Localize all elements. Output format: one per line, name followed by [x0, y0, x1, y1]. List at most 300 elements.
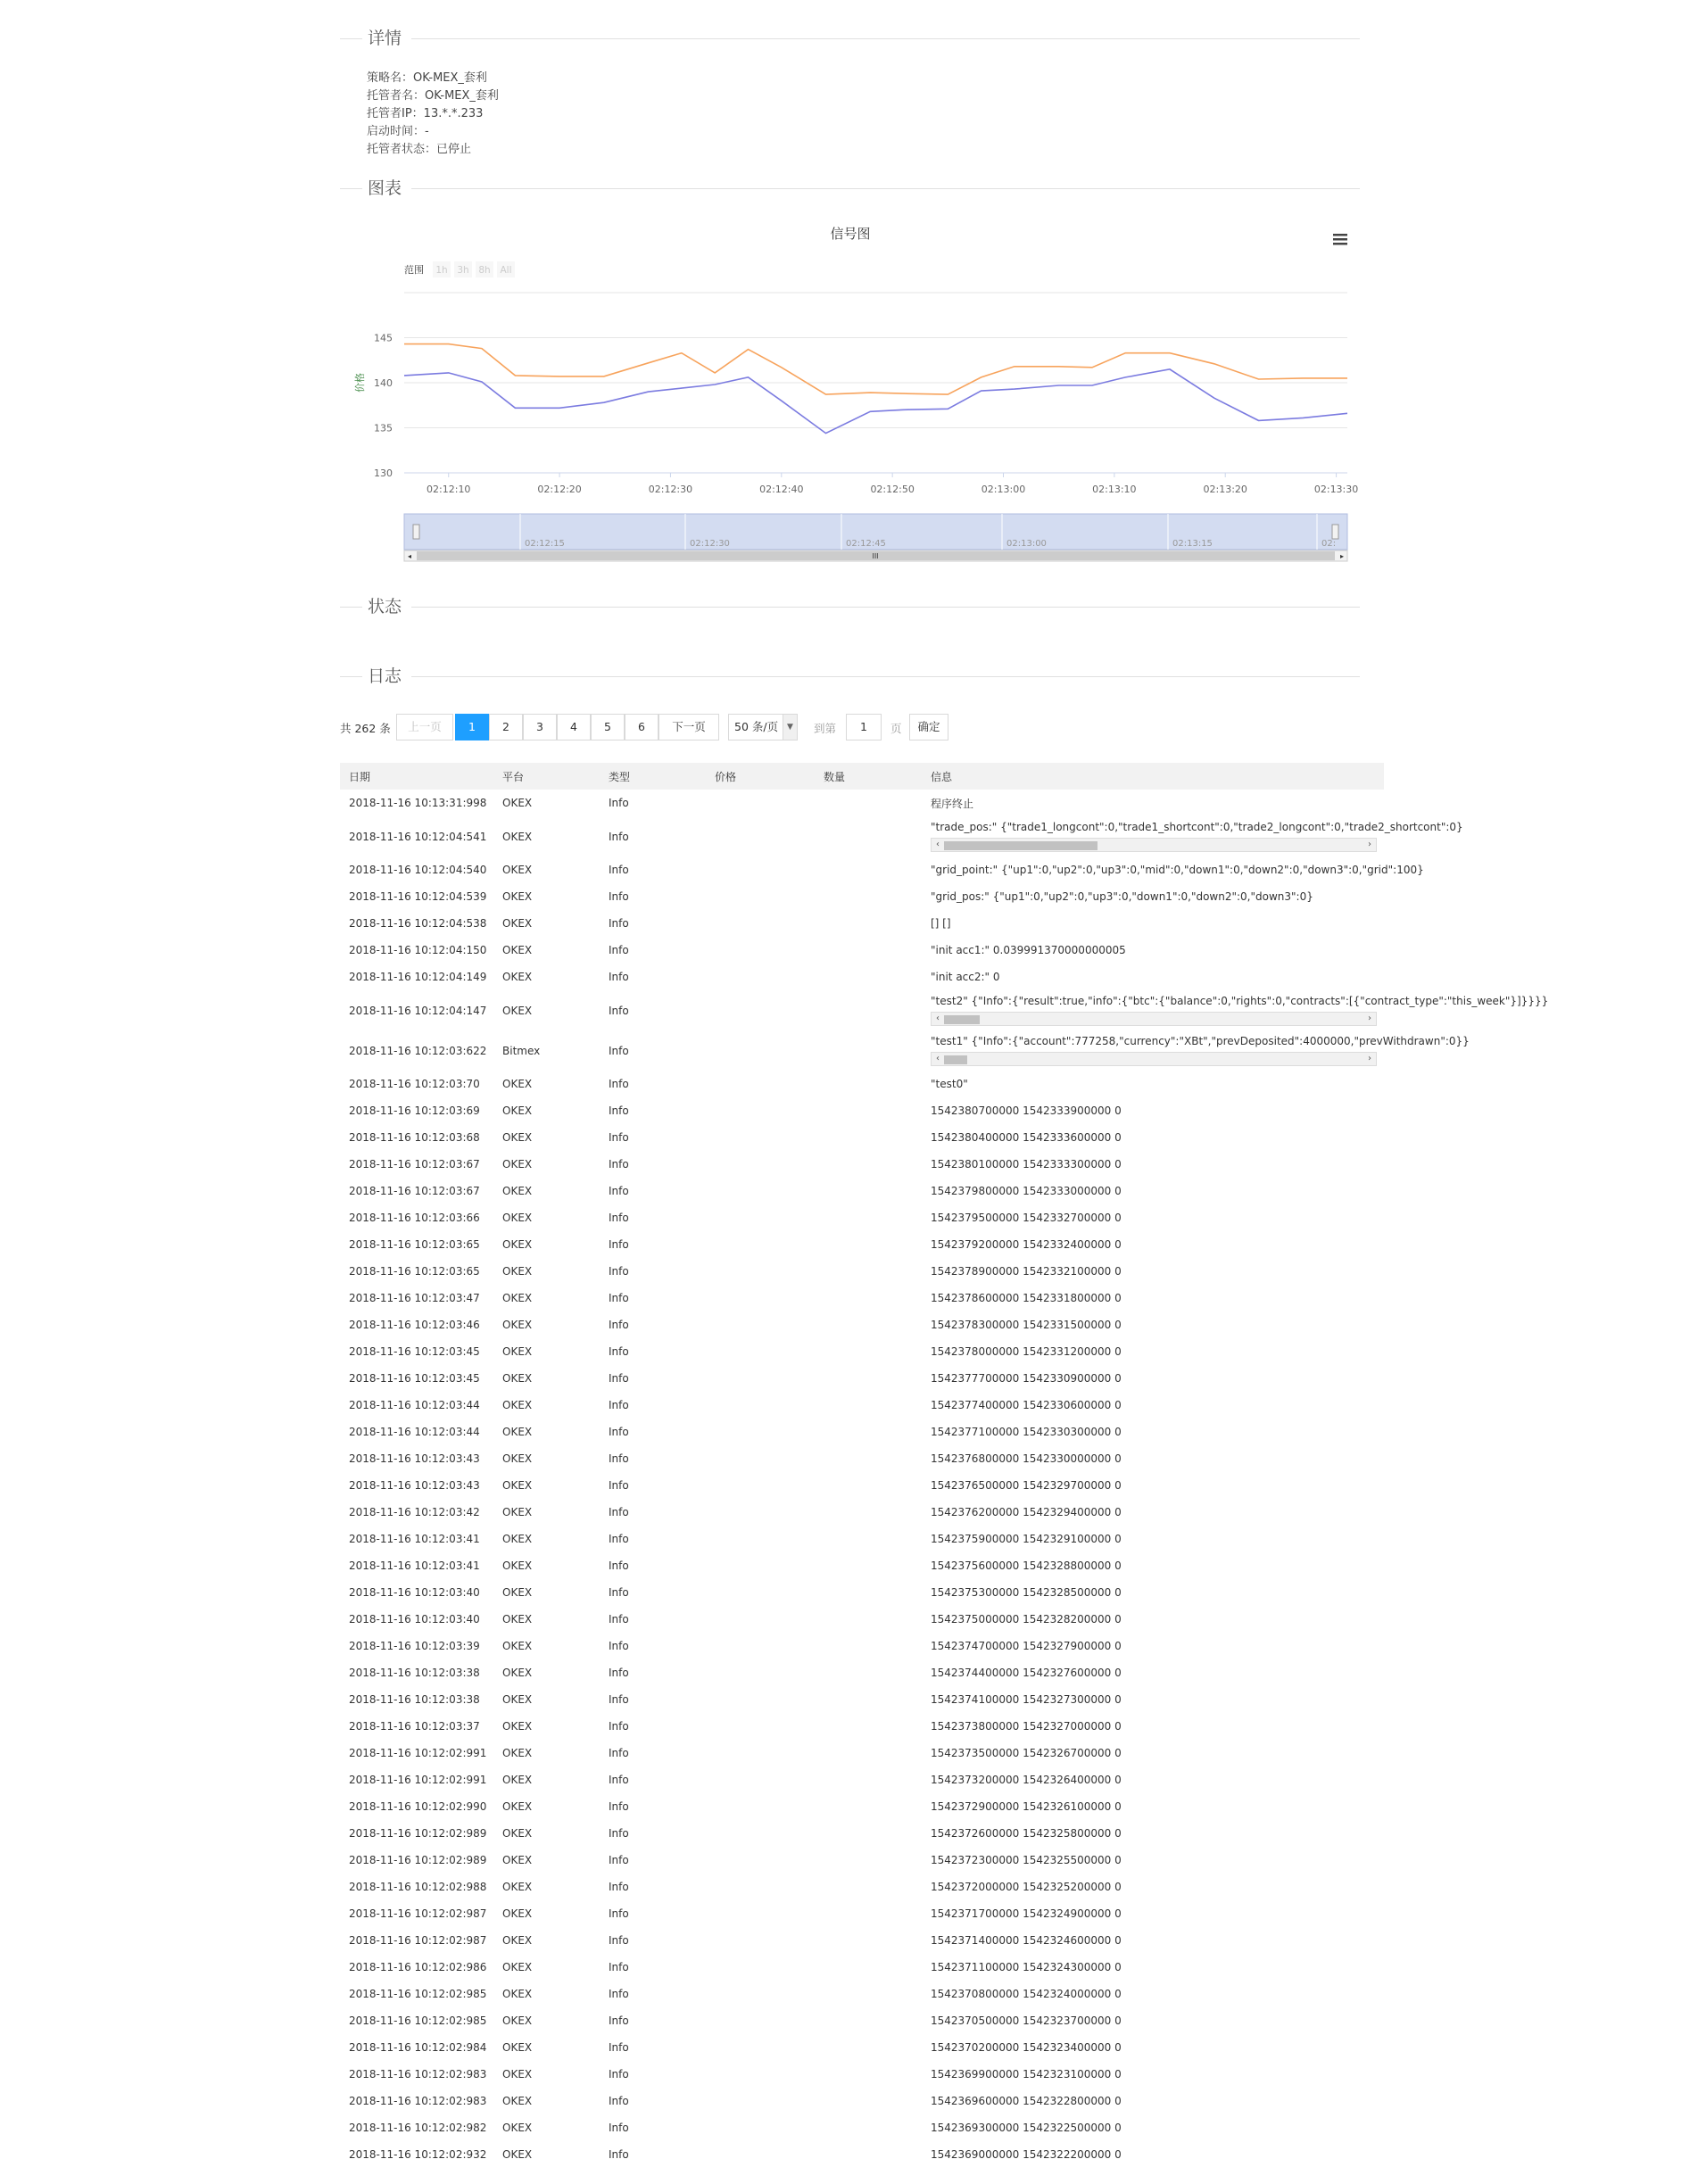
- horizontal-scrollbar[interactable]: [931, 1052, 1377, 1066]
- cell-type: Info: [609, 1238, 629, 1251]
- cell-info: 1542378300000 1542331500000 0: [931, 1319, 1122, 1331]
- table-row: [340, 1981, 1384, 2007]
- cell-price: [706, 1847, 815, 1874]
- x-tick-label: 02:12:20: [537, 484, 582, 495]
- cell-price: [706, 816, 815, 856]
- cell-price: [706, 1793, 815, 1820]
- cell-price: [706, 1311, 815, 1338]
- cell-platform: OKEX: [502, 1319, 533, 1331]
- cell-amount: [815, 1981, 922, 2007]
- y-tick-label: 145: [374, 332, 393, 344]
- pager-total: 共 262 条: [340, 722, 391, 735]
- cell-amount: [815, 1927, 922, 1954]
- cell-price: [706, 1766, 815, 1793]
- range-button-label: 8h: [478, 265, 491, 276]
- cell-amount: [815, 1740, 922, 1766]
- cell-amount: [815, 1392, 922, 1419]
- cell-platform: OKEX: [502, 1426, 533, 1438]
- table-row: [340, 1472, 1384, 1499]
- cell-date: 2018-11-16 10:12:03:69: [349, 1104, 480, 1117]
- table-row: [340, 1071, 1384, 1097]
- cell-price: [706, 1472, 815, 1499]
- cell-info: [922, 816, 1463, 856]
- cell-price: [706, 1258, 815, 1285]
- cell-info: 1542380400000 1542333600000 0: [931, 1131, 1122, 1144]
- cell-type: Info: [609, 1426, 629, 1438]
- cell-price: [706, 1659, 815, 1686]
- cell-platform: OKEX: [502, 1774, 533, 1786]
- cell-type: Info: [609, 1345, 629, 1358]
- cell-price: [706, 1927, 815, 1954]
- cell-platform: OKEX: [502, 2014, 533, 2027]
- cell-price: [706, 1499, 815, 1526]
- cell-date: 2018-11-16 10:12:04:149: [349, 971, 487, 983]
- cell-info: 1542372600000 1542325800000 0: [931, 1827, 1122, 1840]
- cell-type: Info: [609, 2068, 629, 2081]
- scrollbar-thumb[interactable]: [944, 841, 1097, 850]
- goto-page-input[interactable]: 1: [846, 714, 882, 740]
- details-panel: [367, 70, 499, 159]
- table-row: [340, 1847, 1384, 1874]
- cell-price: [706, 1419, 815, 1445]
- cell-price: [706, 1030, 815, 1071]
- cell-price: [706, 1954, 815, 1981]
- cell-date: 2018-11-16 10:12:03:45: [349, 1372, 480, 1385]
- chart-title: 信号图: [830, 226, 871, 242]
- cell-type: Info: [609, 1907, 629, 1920]
- cell-type: Info: [609, 1319, 629, 1331]
- cell-info: 1542371400000 1542324600000 0: [931, 1934, 1122, 1947]
- table-row: [340, 990, 1384, 1030]
- cell-amount: [815, 1552, 922, 1579]
- cell-info: 1542371700000 1542324900000 0: [931, 1907, 1122, 1920]
- table-row: [340, 1552, 1384, 1579]
- cell-type: Info: [609, 1854, 629, 1866]
- cell-date: 2018-11-16 10:12:03:67: [349, 1185, 480, 1197]
- pager-page-3[interactable]: 3: [523, 714, 557, 740]
- cell-type: Info: [609, 1613, 629, 1626]
- cell-platform: OKEX: [502, 1533, 533, 1545]
- pager-page-2[interactable]: 2: [489, 714, 523, 740]
- table-row: [340, 1231, 1384, 1258]
- cell-amount: [815, 1900, 922, 1927]
- table-row: [340, 1178, 1384, 1204]
- cell-type: Info: [609, 1131, 629, 1144]
- cell-date: 2018-11-16 10:12:03:40: [349, 1586, 480, 1599]
- scrollbar-grip-icon: III: [872, 552, 879, 560]
- cell-info: 1542371100000 1542324300000 0: [931, 1961, 1122, 1973]
- cell-date: 2018-11-16 10:12:03:68: [349, 1131, 480, 1144]
- section-log-header: [340, 663, 1360, 690]
- cell-platform: OKEX: [502, 1693, 533, 1706]
- cell-info: 1542378000000 1542331200000 0: [931, 1345, 1122, 1358]
- cell-amount: [815, 1766, 922, 1793]
- cell-type: Info: [609, 1881, 629, 1893]
- per-page-value: 50 条/页: [734, 720, 779, 733]
- cell-date: 2018-11-16 10:12:03:38: [349, 1667, 480, 1679]
- pager-page-1[interactable]: 1: [455, 714, 489, 740]
- cell-amount: [815, 1713, 922, 1740]
- cell-info: 1542375000000 1542328200000 0: [931, 1613, 1122, 1626]
- cell-platform: OKEX: [502, 830, 533, 843]
- cell-info: 1542375900000 1542329100000 0: [931, 1533, 1122, 1545]
- range-selector-label: 范围: [404, 264, 424, 276]
- cell-amount: [815, 1124, 922, 1151]
- navigator-handle-right[interactable]: [1332, 525, 1338, 539]
- cell-type: Info: [609, 917, 629, 930]
- cell-amount: [815, 1472, 922, 1499]
- cell-price: [706, 1740, 815, 1766]
- cell-amount: [815, 1338, 922, 1365]
- cell-info: 1542369600000 1542322800000 0: [931, 2095, 1122, 2107]
- table-row: [340, 1097, 1384, 1124]
- cell-amount: [815, 1445, 922, 1472]
- col-header-platform: 平台: [493, 763, 600, 790]
- detail-hoster-status: 托管者状态：已停止: [367, 143, 472, 156]
- cell-amount: [815, 1258, 922, 1285]
- cell-amount: [815, 1499, 922, 1526]
- cell-info: 1542369900000 1542323100000 0: [931, 2068, 1122, 2081]
- cell-type: Info: [609, 1827, 629, 1840]
- scroll-left-icon[interactable]: ‹: [936, 1053, 940, 1063]
- goto-confirm-button[interactable]: 确定: [909, 714, 948, 740]
- cell-platform: OKEX: [502, 1104, 533, 1117]
- series-line-2: [404, 369, 1347, 434]
- cell-type: Info: [609, 1452, 629, 1465]
- x-tick-label: 02:13:20: [1203, 484, 1247, 495]
- cell-platform: OKEX: [502, 1667, 533, 1679]
- log-table: [340, 763, 1549, 2168]
- cell-platform: OKEX: [502, 917, 533, 930]
- cell-date: 2018-11-16 10:12:04:539: [349, 890, 487, 903]
- cell-price: [706, 2007, 815, 2034]
- cell-platform: OKEX: [502, 2095, 533, 2107]
- cell-date: 2018-11-16 10:12:03:67: [349, 1158, 480, 1171]
- cell-info: 1542377100000 1542330300000 0: [931, 1426, 1122, 1438]
- cell-amount: [815, 964, 922, 990]
- cell-platform: OKEX: [502, 1452, 533, 1465]
- cell-platform: OKEX: [502, 1934, 533, 1947]
- cell-info: [922, 990, 1549, 1030]
- table-row: [340, 2034, 1384, 2061]
- cell-price: [706, 1981, 815, 2007]
- cell-price: [706, 1071, 815, 1097]
- cell-date: 2018-11-16 10:12:02:987: [349, 1907, 487, 1920]
- table-row: [340, 816, 1384, 856]
- menu-icon[interactable]: [1333, 238, 1347, 241]
- cell-type: Info: [609, 1667, 629, 1679]
- cell-type: Info: [609, 1292, 629, 1304]
- horizontal-scrollbar[interactable]: [931, 1012, 1377, 1026]
- x-tick-label: 02:13:30: [1313, 484, 1359, 495]
- cell-info: 1542376800000 1542330000000 0: [931, 1452, 1122, 1465]
- cell-date: 2018-11-16 10:12:02:985: [349, 1988, 487, 2000]
- info-text: "trade_pos:" {"trade1_longcont":0,"trade1_shortcont":0,"trade2_longcont":0,"trade2_shortcont":0}: [931, 820, 1463, 833]
- x-tick-label: 02:12:40: [759, 484, 804, 495]
- per-page-select[interactable]: [728, 714, 798, 740]
- menu-icon[interactable]: [1333, 234, 1347, 236]
- cell-info: [922, 1030, 1470, 1071]
- cell-platform: OKEX: [502, 2122, 533, 2134]
- table-row: [340, 2007, 1384, 2034]
- cell-info: 1542372900000 1542326100000 0: [931, 1800, 1122, 1813]
- cell-amount: [815, 883, 922, 910]
- cell-type: Info: [609, 2095, 629, 2107]
- table-row: [340, 883, 1384, 910]
- cell-type: Info: [609, 1774, 629, 1786]
- cell-date: 2018-11-16 10:12:02:983: [349, 2095, 487, 2107]
- table-row: [340, 1151, 1384, 1178]
- scroll-right-icon[interactable]: ▸: [1339, 552, 1345, 560]
- cell-platform: OKEX: [502, 1854, 533, 1866]
- y-tick-label: 135: [374, 422, 393, 434]
- table-row: [340, 1445, 1384, 1472]
- cell-date: 2018-11-16 10:12:03:41: [349, 1533, 480, 1545]
- table-row: [340, 1954, 1384, 1981]
- scrollbar-thumb[interactable]: [944, 1055, 967, 1064]
- cell-price: [706, 1151, 815, 1178]
- cell-platform: OKEX: [502, 971, 533, 983]
- cell-platform: OKEX: [502, 1800, 533, 1813]
- scroll-right-icon[interactable]: ›: [1368, 1013, 1371, 1023]
- navigator-tick-label: 02:: [1321, 539, 1337, 549]
- cell-date: 2018-11-16 10:12:02:990: [349, 1800, 487, 1813]
- table-row: [340, 910, 1384, 937]
- cell-price: [706, 790, 815, 816]
- cell-price: [706, 1606, 815, 1633]
- info-scroll-container[interactable]: [931, 994, 1549, 1028]
- cell-date: 2018-11-16 10:12:03:65: [349, 1238, 480, 1251]
- table-row: [340, 1124, 1384, 1151]
- cell-platform: OKEX: [502, 1613, 533, 1626]
- cell-amount: [815, 790, 922, 816]
- cell-date: 2018-11-16 10:12:03:46: [349, 1319, 480, 1331]
- cell-type: Info: [609, 971, 629, 983]
- cell-date: 2018-11-16 10:12:02:991: [349, 1747, 487, 1759]
- cell-date: 2018-11-16 10:12:02:987: [349, 1934, 487, 1947]
- cell-amount: [815, 2007, 922, 2034]
- cell-amount: [815, 1151, 922, 1178]
- cell-date: 2018-11-16 10:12:02:986: [349, 1961, 487, 1973]
- cell-type: Info: [609, 2014, 629, 2027]
- pager-page-4[interactable]: 4: [557, 714, 591, 740]
- cell-date: 2018-11-16 10:12:02:984: [349, 2041, 487, 2054]
- cell-price: [706, 1579, 815, 1606]
- navigator-handle-left[interactable]: [413, 525, 419, 539]
- cell-date: 2018-11-16 10:13:31:998: [349, 797, 487, 809]
- cell-platform: OKEX: [502, 1158, 533, 1171]
- scroll-right-icon[interactable]: ›: [1368, 839, 1371, 849]
- cell-type: Info: [609, 1078, 629, 1090]
- cell-platform: OKEX: [502, 1399, 533, 1411]
- cell-price: [706, 1365, 815, 1392]
- cell-price: [706, 883, 815, 910]
- table-row: [340, 1686, 1384, 1713]
- info-scroll-container[interactable]: [931, 820, 1463, 854]
- cell-type: Info: [609, 1158, 629, 1171]
- navigator-tick-label: 02:13:00: [1006, 539, 1047, 549]
- table-row: [340, 1499, 1384, 1526]
- cell-date: 2018-11-16 10:12:04:147: [349, 1004, 487, 1017]
- cell-platform: OKEX: [502, 1907, 533, 1920]
- cell-platform: OKEX: [502, 1827, 533, 1840]
- cell-type: Info: [609, 830, 629, 843]
- cell-type: Info: [609, 1265, 629, 1278]
- cell-date: 2018-11-16 10:12:02:932: [349, 2148, 487, 2161]
- cell-info: "init acc1:" 0.039991370000000005: [931, 944, 1126, 956]
- cell-date: 2018-11-16 10:12:03:37: [349, 1720, 480, 1733]
- scroll-left-icon[interactable]: ‹: [936, 1013, 940, 1023]
- cell-price: [706, 1338, 815, 1365]
- cell-amount: [815, 2034, 922, 2061]
- cell-price: [706, 1686, 815, 1713]
- scroll-left-icon[interactable]: ◂: [407, 552, 412, 560]
- cell-price: [706, 2114, 815, 2141]
- y-tick-label: 130: [374, 467, 393, 479]
- cell-info: 1542375600000 1542328800000 0: [931, 1559, 1122, 1572]
- table-row: [340, 937, 1384, 964]
- log-pager: [340, 714, 1054, 740]
- cell-platform: OKEX: [502, 797, 533, 809]
- cell-amount: [815, 1231, 922, 1258]
- cell-type: Info: [609, 1212, 629, 1224]
- detail-strategy-name: 策略名：OK-MEX_套利: [367, 71, 487, 85]
- cell-date: 2018-11-16 10:12:02:983: [349, 2068, 487, 2081]
- cell-info: 1542375300000 1542328500000 0: [931, 1586, 1122, 1599]
- cell-price: [706, 1526, 815, 1552]
- navigator-tick-label: 02:12:15: [525, 539, 565, 549]
- cell-amount: [815, 1178, 922, 1204]
- table-row: [340, 1900, 1384, 1927]
- cell-price: [706, 2088, 815, 2114]
- info-scroll-container[interactable]: [931, 1034, 1470, 1068]
- horizontal-scrollbar[interactable]: [931, 838, 1377, 852]
- cell-platform: OKEX: [502, 1238, 533, 1251]
- cell-platform: OKEX: [502, 1720, 533, 1733]
- cell-info: 1542374700000 1542327900000 0: [931, 1640, 1122, 1652]
- cell-amount: [815, 990, 922, 1030]
- cell-amount: [815, 1526, 922, 1552]
- x-tick-label: 02:12:30: [648, 484, 693, 495]
- cell-price: [706, 964, 815, 990]
- cell-date: 2018-11-16 10:12:04:541: [349, 830, 487, 843]
- table-row: [340, 1285, 1384, 1311]
- cell-amount: [815, 816, 922, 856]
- scroll-left-icon[interactable]: ‹: [936, 839, 940, 849]
- section-title-chart: 图表: [368, 178, 402, 198]
- cell-date: 2018-11-16 10:12:02:989: [349, 1854, 487, 1866]
- cell-platform: OKEX: [502, 890, 533, 903]
- cell-price: [706, 1552, 815, 1579]
- cell-date: 2018-11-16 10:12:03:40: [349, 1613, 480, 1626]
- cell-date: 2018-11-16 10:12:04:540: [349, 864, 487, 876]
- pager-page-5[interactable]: 5: [591, 714, 625, 740]
- table-row: [340, 1740, 1384, 1766]
- cell-type: Info: [609, 1747, 629, 1759]
- cell-amount: [815, 1659, 922, 1686]
- cell-info: 1542373200000 1542326400000 0: [931, 1774, 1122, 1786]
- table-row: [340, 1606, 1384, 1633]
- cell-type: Info: [609, 1004, 629, 1017]
- cell-platform: OKEX: [502, 1004, 533, 1017]
- cell-info: 1542374100000 1542327300000 0: [931, 1693, 1122, 1706]
- cell-date: 2018-11-16 10:12:03:622: [349, 1044, 487, 1057]
- cell-amount: [815, 1071, 922, 1097]
- cell-amount: [815, 2061, 922, 2088]
- cell-date: 2018-11-16 10:12:02:985: [349, 2014, 487, 2027]
- pager-next-button[interactable]: 下一页: [658, 714, 719, 740]
- cell-amount: [815, 2141, 922, 2168]
- cell-date: 2018-11-16 10:12:02:989: [349, 1827, 487, 1840]
- cell-info: 1542378600000 1542331800000 0: [931, 1292, 1122, 1304]
- cell-amount: [815, 1097, 922, 1124]
- menu-icon[interactable]: [1333, 243, 1347, 245]
- cell-info: 1542370800000 1542324000000 0: [931, 1988, 1122, 2000]
- pager-prev-button[interactable]: 上一页: [396, 714, 453, 740]
- table-row: [340, 1526, 1384, 1552]
- range-button-label: All: [500, 265, 512, 276]
- cell-platform: OKEX: [502, 944, 533, 956]
- cell-amount: [815, 1204, 922, 1231]
- cell-amount: [815, 2114, 922, 2141]
- cell-platform: OKEX: [502, 1506, 533, 1518]
- cell-type: Info: [609, 1479, 629, 1492]
- cell-info: 1542373500000 1542326700000 0: [931, 1747, 1122, 1759]
- cell-type: Info: [609, 890, 629, 903]
- cell-price: [706, 910, 815, 937]
- pager-page-6[interactable]: 6: [625, 714, 658, 740]
- cell-type: Info: [609, 1185, 629, 1197]
- cell-info: 1542380100000 1542333300000 0: [931, 1158, 1122, 1171]
- cell-date: 2018-11-16 10:12:03:41: [349, 1559, 480, 1572]
- cell-type: Info: [609, 1640, 629, 1652]
- cell-type: Info: [609, 1800, 629, 1813]
- scroll-right-icon[interactable]: ›: [1368, 1053, 1371, 1063]
- info-text: "test1" {"Info":{"account":777258,"currency":"XBt","prevDeposited":4000000,"prevWithdrawn":0}}: [931, 1034, 1470, 1047]
- col-header-date: 日期: [340, 763, 493, 790]
- signal-chart: [348, 214, 1359, 571]
- cell-type: Info: [609, 797, 629, 809]
- cell-amount: [815, 910, 922, 937]
- table-row: [340, 856, 1384, 883]
- cell-date: 2018-11-16 10:12:03:42: [349, 1506, 480, 1518]
- col-header-info: 信息: [922, 763, 1384, 790]
- chevron-down-icon[interactable]: ▼: [783, 715, 797, 740]
- table-row: [340, 1419, 1384, 1445]
- cell-date: 2018-11-16 10:12:02:982: [349, 2122, 487, 2134]
- cell-price: [706, 856, 815, 883]
- cell-platform: OKEX: [502, 1131, 533, 1144]
- cell-amount: [815, 1847, 922, 1874]
- cell-price: [706, 1285, 815, 1311]
- table-row: [340, 2061, 1384, 2088]
- log-table-header-row: [340, 763, 1384, 790]
- table-row: [340, 1633, 1384, 1659]
- cell-info: 1542379500000 1542332700000 0: [931, 1212, 1122, 1224]
- table-row: [340, 1204, 1384, 1231]
- table-row: [340, 1927, 1384, 1954]
- cell-info: 1542373800000 1542327000000 0: [931, 1720, 1122, 1733]
- table-row: [340, 2141, 1384, 2168]
- cell-platform: OKEX: [502, 1345, 533, 1358]
- cell-platform: Bitmex: [502, 1044, 541, 1057]
- cell-platform: OKEX: [502, 1292, 533, 1304]
- scrollbar-thumb[interactable]: [944, 1015, 980, 1024]
- section-title-details: 详情: [368, 29, 402, 48]
- cell-date: 2018-11-16 10:12:02:991: [349, 1774, 487, 1786]
- cell-info: 1542379800000 1542333000000 0: [931, 1185, 1122, 1197]
- cell-platform: OKEX: [502, 1988, 533, 2000]
